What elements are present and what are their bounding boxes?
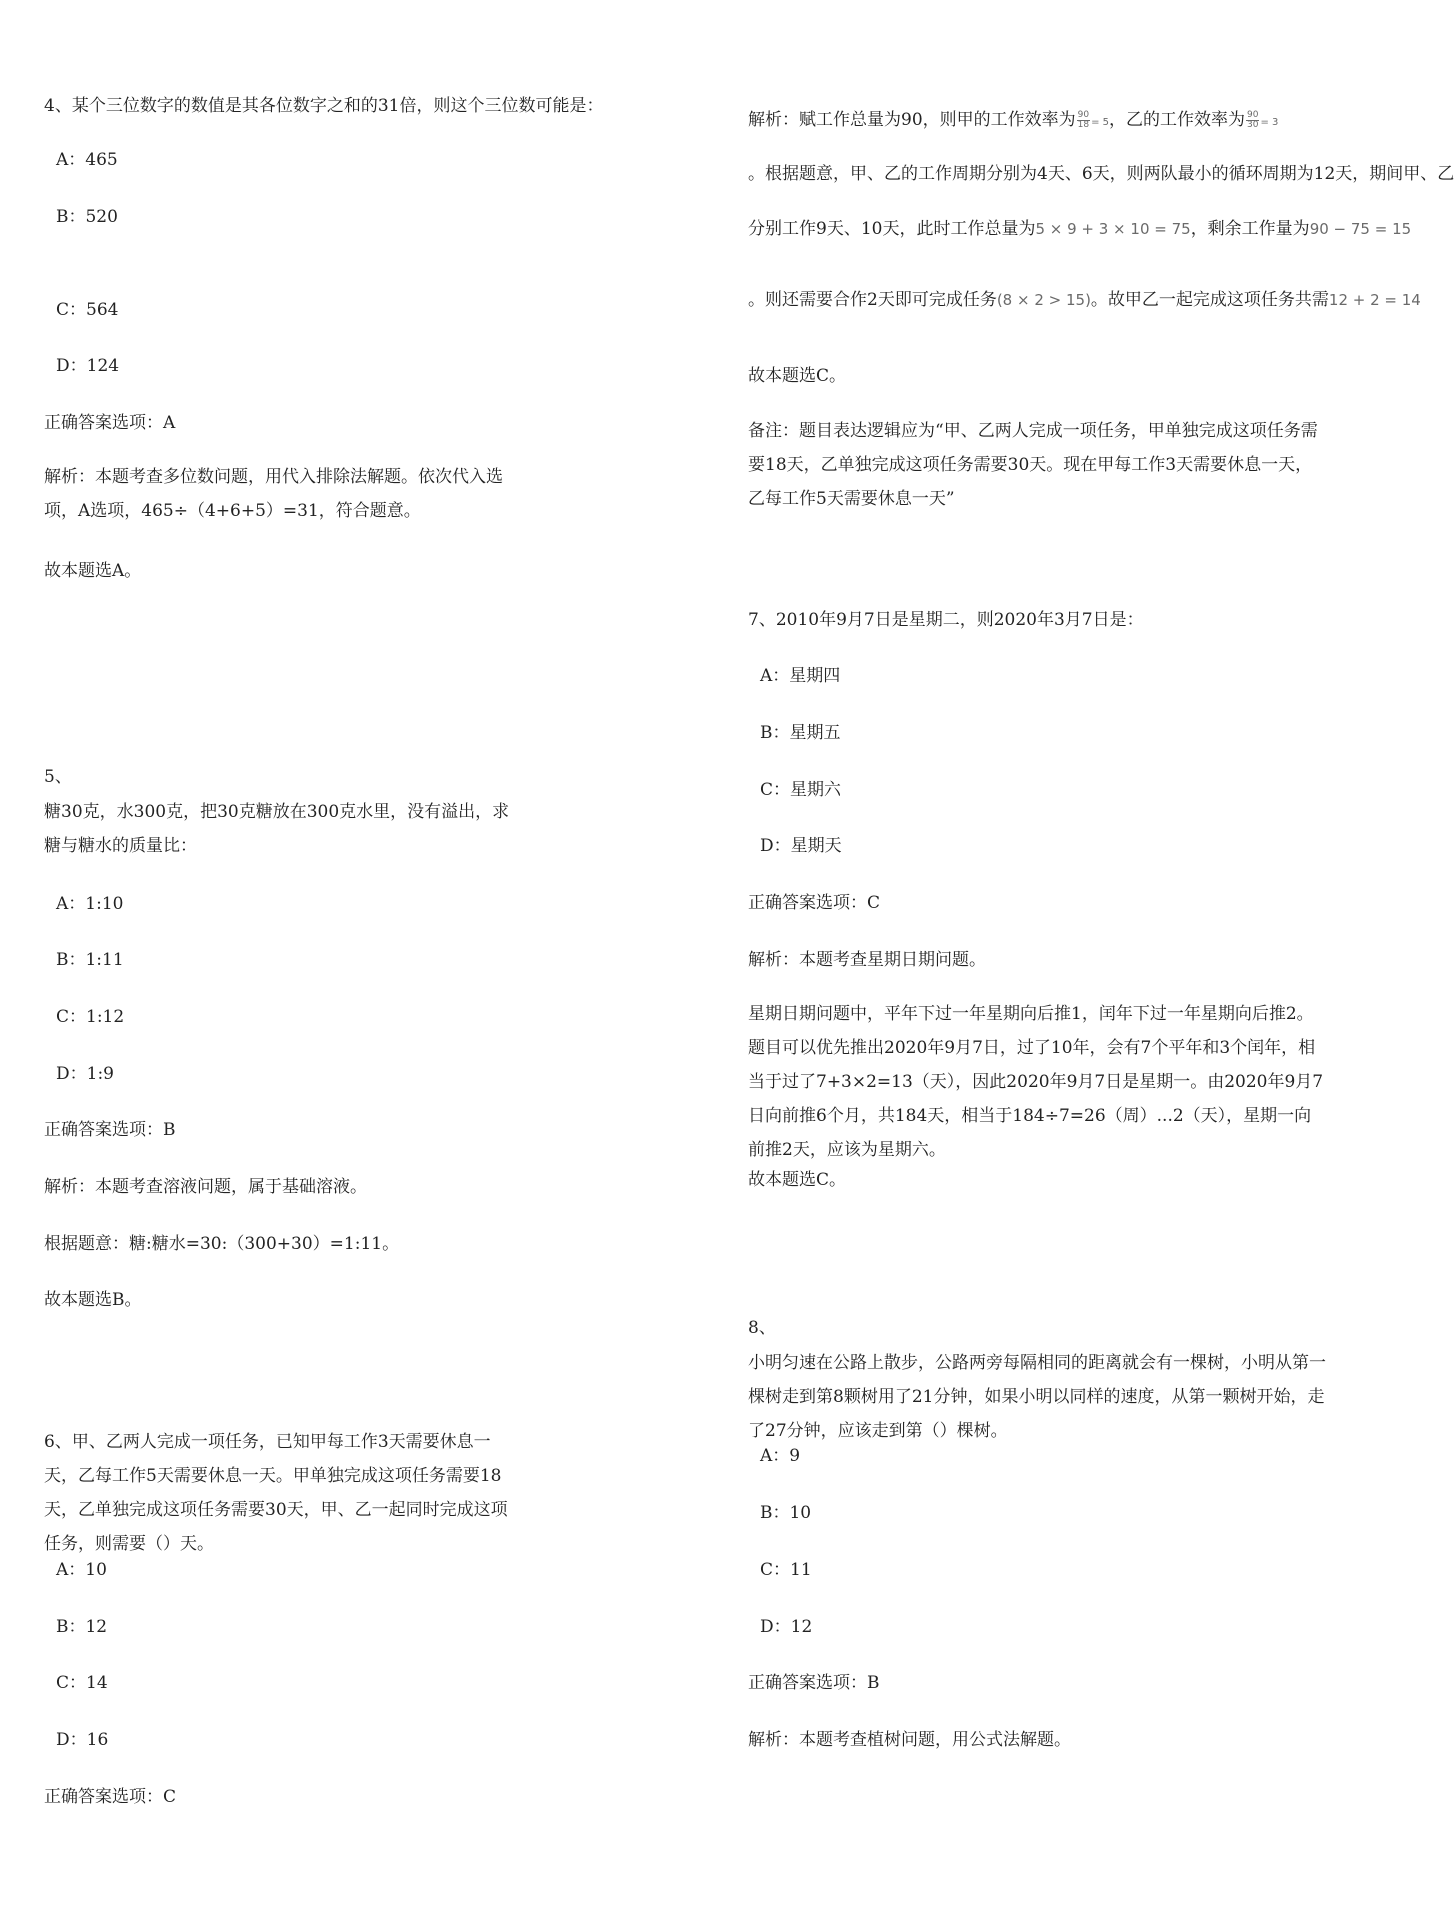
fraction-result: = 3	[1260, 117, 1279, 128]
question-8-option-d: D：12	[760, 1617, 813, 1637]
question-4-option-b: B：520	[56, 207, 118, 227]
question-6-analysis-line-1	[748, 106, 1278, 137]
question-5-analysis: 解析：本题考查溶液问题，属于基础溶液。	[44, 1177, 367, 1197]
question-8-option-a: A：9	[760, 1446, 801, 1466]
question-6-analysis-line-2: 。根据题意，甲、乙的工作周期分别为4天、6天，则两队最小的循环周期为12天，期间甲、乙	[748, 164, 1454, 184]
question-8-answer: 正确答案选项：B	[748, 1673, 880, 1693]
analysis-text: 。则还需要合作2天即可完成任务	[748, 290, 997, 310]
question-4-option-a: A：465	[56, 150, 118, 170]
question-6-text: 6、甲、乙两人完成一项任务，已知甲每工作3天需要休息一天，乙每工作5天需要休息一天。甲单独完成这项任务需要18天，乙单独完成这项任务需要30天，甲、乙一起同时完成这项任务，则需要（）天。	[44, 1432, 508, 1554]
question-4-option-d: D：124	[56, 356, 120, 376]
question-7-answer: 正确答案选项：C	[748, 893, 881, 913]
question-5-option-c: C：1:12	[56, 1007, 125, 1027]
fraction-denominator: 18	[1077, 120, 1090, 130]
fraction-numerator: 90	[1247, 110, 1259, 120]
question-6-option-b: B：12	[56, 1617, 108, 1637]
question-5-option-b: B：1:11	[56, 950, 124, 970]
question-6-option-c: C：14	[56, 1673, 108, 1693]
question-5-option-a: A：1:10	[56, 894, 124, 914]
question-4-answer: 正确答案选项：A	[44, 413, 176, 433]
question-5-option-d: D：1:9	[56, 1064, 114, 1084]
fraction-90-over-30	[1246, 111, 1259, 130]
fraction-numerator: 90	[1077, 110, 1090, 120]
question-8-option-c: C：11	[760, 1560, 812, 1580]
question-7-text: 7、2010年9月7日是星期二，则2020年3月7日是：	[748, 610, 1144, 630]
question-5-conclusion: 故本题选B。	[44, 1290, 142, 1310]
fraction-90-over-18	[1077, 111, 1090, 130]
question-6-option-a: A：10	[56, 1560, 107, 1580]
question-5-number: 5、	[44, 767, 72, 787]
question-8-analysis: 解析：本题考查植树问题，用公式法解题。	[748, 1730, 1071, 1750]
formula-condition: (8 × 2 > 15)	[996, 291, 1091, 309]
question-5-answer: 正确答案选项：B	[44, 1120, 176, 1140]
question-8-number: 8、	[748, 1318, 776, 1338]
fraction-result: = 5	[1091, 117, 1110, 128]
question-6-analysis-line-4	[748, 286, 1421, 314]
analysis-text: 解析：赋工作总量为90，则甲的工作效率为	[748, 110, 1076, 130]
formula-remaining-work: 90 − 75 = 15	[1309, 220, 1412, 238]
question-7-option-a: A：星期四	[760, 666, 841, 686]
question-4-option-c: C：564	[56, 300, 119, 320]
question-8-text: 小明匀速在公路上散步，公路两旁每隔相同的距离就会有一棵树，小明从第一棵树走到第8颗树用了21分钟，如果小明以同样的速度，从第一颗树开始，走了27分钟，应该走到第（）棵树。	[748, 1353, 1326, 1441]
analysis-text: ，剩余工作量为	[1190, 219, 1310, 239]
question-8-option-b: B：10	[760, 1503, 812, 1523]
question-7-detail: 星期日期问题中，平年下过一年星期向后推1，闰年下过一年星期向后推2。题目可以优先推出2020年9月7日，过了10年，会有7个平年和3个闰年，相当于过了7+3×2=13（天），因此2020年9月7日是星期一。由2020年9月7日向前推6个月，共184天，相当于184÷7=26（周）...2（天），星期一向前推2天，应该为星期六。	[748, 1004, 1324, 1160]
question-5-detail: 根据题意：糖:糖水=30:（300+30）=1:11。	[44, 1234, 400, 1254]
question-5-text: 糖30克，水300克，把30克糖放在300克水里，没有溢出，求糖与糖水的质量比：	[44, 802, 510, 856]
question-6-answer: 正确答案选项：C	[44, 1787, 177, 1807]
question-6-note: 备注：题目表达逻辑应为“甲、乙两人完成一项任务，甲单独完成这项任务需要18天，乙单独完成这项任务需要30天。现在甲每工作3天需要休息一天，乙每工作5天需要休息一天”	[748, 421, 1318, 509]
formula-total-work: 5 × 9 + 3 × 10 = 75	[1035, 220, 1191, 238]
question-6-option-d: D：16	[56, 1730, 109, 1750]
question-6-analysis-line-3	[748, 215, 1411, 243]
question-7-conclusion: 故本题选C。	[748, 1170, 847, 1190]
question-7-option-d: D：星期天	[760, 836, 842, 856]
question-7-analysis: 解析：本题考查星期日期问题。	[748, 950, 986, 970]
analysis-text: ，乙的工作效率为	[1109, 110, 1246, 130]
analysis-text: 分别工作9天、10天，此时工作总量为	[748, 219, 1036, 239]
question-6-conclusion: 故本题选C。	[748, 366, 847, 386]
question-4-text: 4、某个三位数字的数值是其各位数字之和的31倍，则这个三位数可能是：	[44, 96, 604, 116]
question-4-conclusion: 故本题选A。	[44, 561, 142, 581]
question-7-option-b: B：星期五	[760, 723, 841, 743]
question-7-option-c: C：星期六	[760, 780, 842, 800]
formula-total-days: 12 + 2 = 14	[1328, 291, 1421, 309]
question-4-analysis: 解析：本题考查多位数问题，用代入排除法解题。依次代入选项，A选项，465÷（4+6+5）=31，符合题意。	[44, 467, 503, 521]
analysis-text: 。故甲乙一起完成这项任务共需	[1090, 290, 1329, 310]
fraction-denominator: 30	[1247, 120, 1259, 130]
